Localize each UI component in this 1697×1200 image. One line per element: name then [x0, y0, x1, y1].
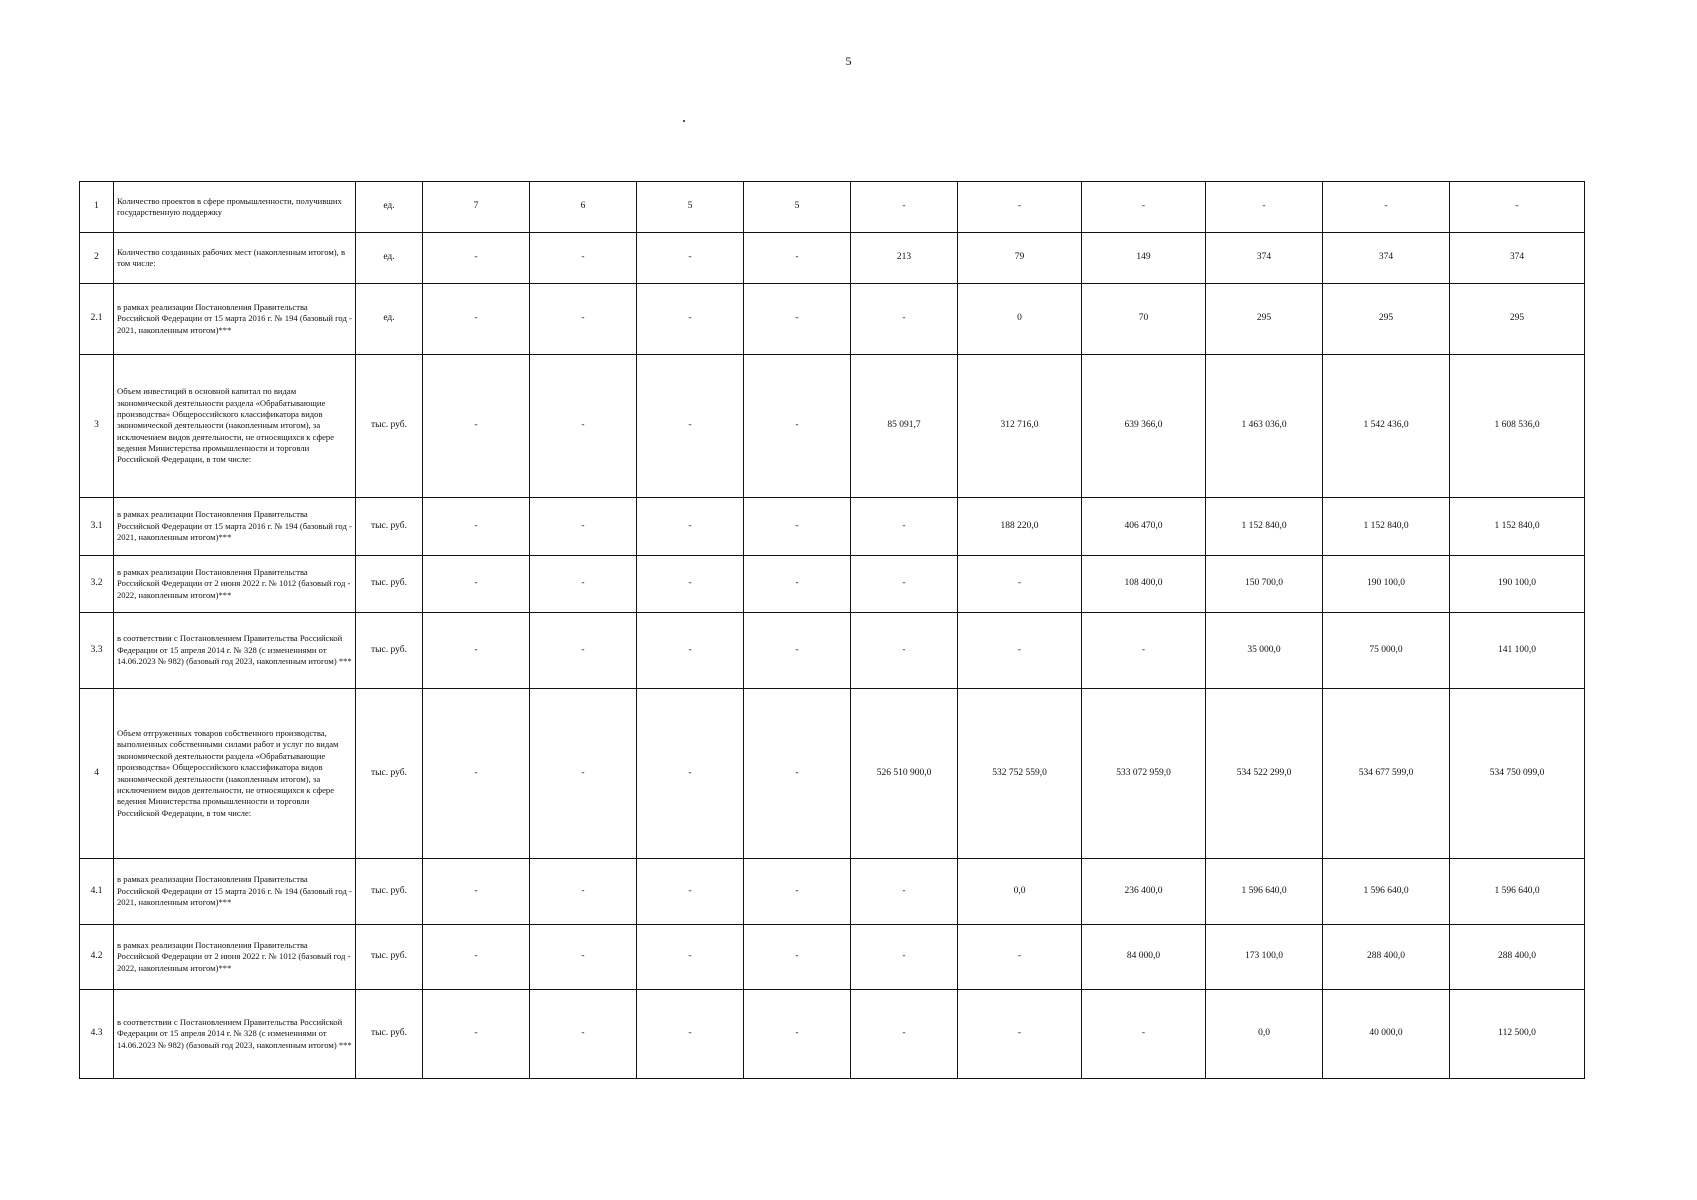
- value-cell: -: [530, 556, 637, 613]
- value-cell: -: [530, 925, 637, 990]
- value-cell: 6: [530, 182, 637, 233]
- value-cell: -: [530, 689, 637, 859]
- unit-cell: ед.: [356, 284, 423, 355]
- value-cell: -: [851, 925, 958, 990]
- value-cell: 1 608 536,0: [1450, 355, 1585, 498]
- value-cell: -: [423, 556, 530, 613]
- indicators-table: [79, 181, 1585, 1079]
- unit-cell: ед.: [356, 182, 423, 233]
- value-cell: 288 400,0: [1450, 925, 1585, 990]
- value-cell: -: [530, 498, 637, 556]
- value-cell: -: [423, 689, 530, 859]
- row-number-cell: 4.1: [80, 859, 114, 925]
- value-cell: -: [744, 925, 851, 990]
- unit-cell: тыс. руб.: [356, 498, 423, 556]
- row-number-cell: 3.3: [80, 613, 114, 689]
- value-cell: 141 100,0: [1450, 613, 1585, 689]
- row-number-cell: 4: [80, 689, 114, 859]
- table-row: [80, 233, 1585, 284]
- value-cell: 1 463 036,0: [1206, 355, 1323, 498]
- indicator-name-cell: в рамках реализации Постановления Правительства Российской Федерации от 2 июня 2022 г. № 1012 (базовый год - 2022, накопленным итогом)***: [114, 925, 356, 990]
- value-cell: 190 100,0: [1450, 556, 1585, 613]
- value-cell: 35 000,0: [1206, 613, 1323, 689]
- row-number-cell: 1: [80, 182, 114, 233]
- value-cell: -: [958, 556, 1082, 613]
- value-cell: -: [744, 613, 851, 689]
- value-cell: 7: [423, 182, 530, 233]
- table-row: [80, 498, 1585, 556]
- value-cell: -: [744, 355, 851, 498]
- value-cell: 5: [744, 182, 851, 233]
- value-cell: -: [851, 284, 958, 355]
- indicator-name-cell: Количество созданных рабочих мест (накопленным итогом), в том числе:: [114, 233, 356, 284]
- value-cell: -: [851, 859, 958, 925]
- value-cell: 295: [1206, 284, 1323, 355]
- value-cell: 173 100,0: [1206, 925, 1323, 990]
- unit-cell: тыс. руб.: [356, 689, 423, 859]
- page-number: 5: [845, 54, 852, 68]
- value-cell: 85 091,7: [851, 355, 958, 498]
- table-row: [80, 182, 1585, 233]
- table-row: [80, 859, 1585, 925]
- value-cell: -: [530, 284, 637, 355]
- unit-cell: тыс. руб.: [356, 613, 423, 689]
- value-cell: -: [744, 233, 851, 284]
- table-row: [80, 556, 1585, 613]
- indicator-name-cell: Объем отгруженных товаров собственного производства, выполненных собственными силами работ и услуг по видам экономической деятельности раздела «Обрабатывающие производства» Общероссийского классификатора видов экономической деятельности (накопленным итогом), за исключением видов деятельности, не относящихся к сфере ведения Министерства промышленности и торговли Российской Федерации, в том числе:: [114, 689, 356, 859]
- value-cell: 534 677 599,0: [1323, 689, 1450, 859]
- value-cell: -: [530, 233, 637, 284]
- value-cell: 0: [958, 284, 1082, 355]
- value-cell: -: [637, 990, 744, 1079]
- value-cell: -: [530, 613, 637, 689]
- row-number-cell: 3.1: [80, 498, 114, 556]
- value-cell: 532 752 559,0: [958, 689, 1082, 859]
- indicator-name-cell: в рамках реализации Постановления Правительства Российской Федерации от 15 марта 2016 г. № 194 (базовый год - 2021, накопленным итогом)***: [114, 284, 356, 355]
- indicator-name-cell: в соответствии с Постановлением Правительства Российской Федерации от 15 апреля 2014 г. № 328 (с изменениями от 14.06.2023 № 982) (базовый год 2023, накопленным итогом) ***: [114, 990, 356, 1079]
- indicator-name-cell: в соответствии с Постановлением Правительства Российской Федерации от 15 апреля 2014 г. № 328 (с изменениями от 14.06.2023 № 982) (базовый год 2023, накопленным итогом) ***: [114, 613, 356, 689]
- value-cell: -: [423, 284, 530, 355]
- table-row: [80, 990, 1585, 1079]
- value-cell: -: [744, 498, 851, 556]
- value-cell: -: [851, 182, 958, 233]
- value-cell: -: [637, 233, 744, 284]
- value-cell: -: [637, 613, 744, 689]
- row-number-cell: 2: [80, 233, 114, 284]
- value-cell: 526 510 900,0: [851, 689, 958, 859]
- value-cell: 1 596 640,0: [1450, 859, 1585, 925]
- value-cell: -: [423, 498, 530, 556]
- value-cell: 0,0: [1206, 990, 1323, 1079]
- value-cell: -: [423, 355, 530, 498]
- value-cell: -: [851, 990, 958, 1079]
- value-cell: 639 366,0: [1082, 355, 1206, 498]
- value-cell: -: [530, 355, 637, 498]
- value-cell: -: [958, 990, 1082, 1079]
- value-cell: 149: [1082, 233, 1206, 284]
- value-cell: -: [958, 613, 1082, 689]
- value-cell: 70: [1082, 284, 1206, 355]
- value-cell: -: [637, 689, 744, 859]
- value-cell: 288 400,0: [1323, 925, 1450, 990]
- value-cell: -: [851, 556, 958, 613]
- unit-cell: тыс. руб.: [356, 355, 423, 498]
- value-cell: 406 470,0: [1082, 498, 1206, 556]
- value-cell: -: [637, 498, 744, 556]
- value-cell: -: [851, 613, 958, 689]
- value-cell: -: [744, 689, 851, 859]
- value-cell: -: [637, 556, 744, 613]
- value-cell: -: [1206, 182, 1323, 233]
- table-body: [80, 182, 1585, 1079]
- value-cell: -: [637, 284, 744, 355]
- value-cell: 533 072 959,0: [1082, 689, 1206, 859]
- row-number-cell: 4.3: [80, 990, 114, 1079]
- value-cell: 5: [637, 182, 744, 233]
- unit-cell: тыс. руб.: [356, 859, 423, 925]
- value-cell: 190 100,0: [1323, 556, 1450, 613]
- unit-cell: тыс. руб.: [356, 925, 423, 990]
- row-number-cell: 4.2: [80, 925, 114, 990]
- value-cell: -: [423, 925, 530, 990]
- value-cell: -: [423, 613, 530, 689]
- value-cell: 188 220,0: [958, 498, 1082, 556]
- indicator-name-cell: Количество проектов в сфере промышленности, получивших государственную поддержку: [114, 182, 356, 233]
- unit-cell: тыс. руб.: [356, 990, 423, 1079]
- value-cell: -: [744, 284, 851, 355]
- value-cell: 534 750 099,0: [1450, 689, 1585, 859]
- table-row: [80, 925, 1585, 990]
- value-cell: -: [1082, 182, 1206, 233]
- value-cell: -: [744, 859, 851, 925]
- value-cell: -: [637, 355, 744, 498]
- value-cell: -: [1082, 613, 1206, 689]
- value-cell: -: [423, 990, 530, 1079]
- table-row: [80, 355, 1585, 498]
- indicator-name-cell: в рамках реализации Постановления Правительства Российской Федерации от 2 июня 2022 г. № 1012 (базовый год - 2022, накопленным итогом)***: [114, 556, 356, 613]
- value-cell: 40 000,0: [1323, 990, 1450, 1079]
- scan-speck: [683, 120, 685, 122]
- value-cell: -: [958, 925, 1082, 990]
- value-cell: -: [744, 556, 851, 613]
- value-cell: 295: [1450, 284, 1585, 355]
- value-cell: 0,0: [958, 859, 1082, 925]
- table-row: [80, 613, 1585, 689]
- unit-cell: тыс. руб.: [356, 556, 423, 613]
- value-cell: -: [530, 990, 637, 1079]
- value-cell: -: [423, 233, 530, 284]
- value-cell: -: [1450, 182, 1585, 233]
- table-row: [80, 284, 1585, 355]
- value-cell: 79: [958, 233, 1082, 284]
- value-cell: 1 152 840,0: [1206, 498, 1323, 556]
- value-cell: 1 596 640,0: [1323, 859, 1450, 925]
- value-cell: 108 400,0: [1082, 556, 1206, 613]
- value-cell: 1 152 840,0: [1323, 498, 1450, 556]
- value-cell: 75 000,0: [1323, 613, 1450, 689]
- table-row: [80, 689, 1585, 859]
- value-cell: 1 152 840,0: [1450, 498, 1585, 556]
- row-number-cell: 3.2: [80, 556, 114, 613]
- unit-cell: ед.: [356, 233, 423, 284]
- indicator-name-cell: Объем инвестиций в основной капитал по видам экономической деятельности раздела «Обрабатывающие производства» Общероссийского классификатора видов экономической деятельности (накопленным итогом), за исключением видов деятельности, не относящихся к сфере ведения Министерства промышленности и торговли Российской Федерации, в том числе:: [114, 355, 356, 498]
- value-cell: 374: [1323, 233, 1450, 284]
- value-cell: 1 596 640,0: [1206, 859, 1323, 925]
- row-number-cell: 3: [80, 355, 114, 498]
- value-cell: 295: [1323, 284, 1450, 355]
- value-cell: -: [637, 925, 744, 990]
- value-cell: 374: [1450, 233, 1585, 284]
- value-cell: -: [530, 859, 637, 925]
- value-cell: 1 542 436,0: [1323, 355, 1450, 498]
- value-cell: 150 700,0: [1206, 556, 1323, 613]
- value-cell: 374: [1206, 233, 1323, 284]
- value-cell: 84 000,0: [1082, 925, 1206, 990]
- value-cell: -: [1082, 990, 1206, 1079]
- indicator-name-cell: в рамках реализации Постановления Правительства Российской Федерации от 15 марта 2016 г. № 194 (базовый год - 2021, накопленным итогом)***: [114, 859, 356, 925]
- value-cell: 112 500,0: [1450, 990, 1585, 1079]
- value-cell: -: [744, 990, 851, 1079]
- value-cell: -: [958, 182, 1082, 233]
- value-cell: -: [851, 498, 958, 556]
- value-cell: -: [1323, 182, 1450, 233]
- value-cell: 312 716,0: [958, 355, 1082, 498]
- row-number-cell: 2.1: [80, 284, 114, 355]
- value-cell: 213: [851, 233, 958, 284]
- value-cell: 236 400,0: [1082, 859, 1206, 925]
- value-cell: -: [423, 859, 530, 925]
- value-cell: -: [637, 859, 744, 925]
- value-cell: 534 522 299,0: [1206, 689, 1323, 859]
- indicator-name-cell: в рамках реализации Постановления Правительства Российской Федерации от 15 марта 2016 г. № 194 (базовый год - 2021, накопленным итогом)***: [114, 498, 356, 556]
